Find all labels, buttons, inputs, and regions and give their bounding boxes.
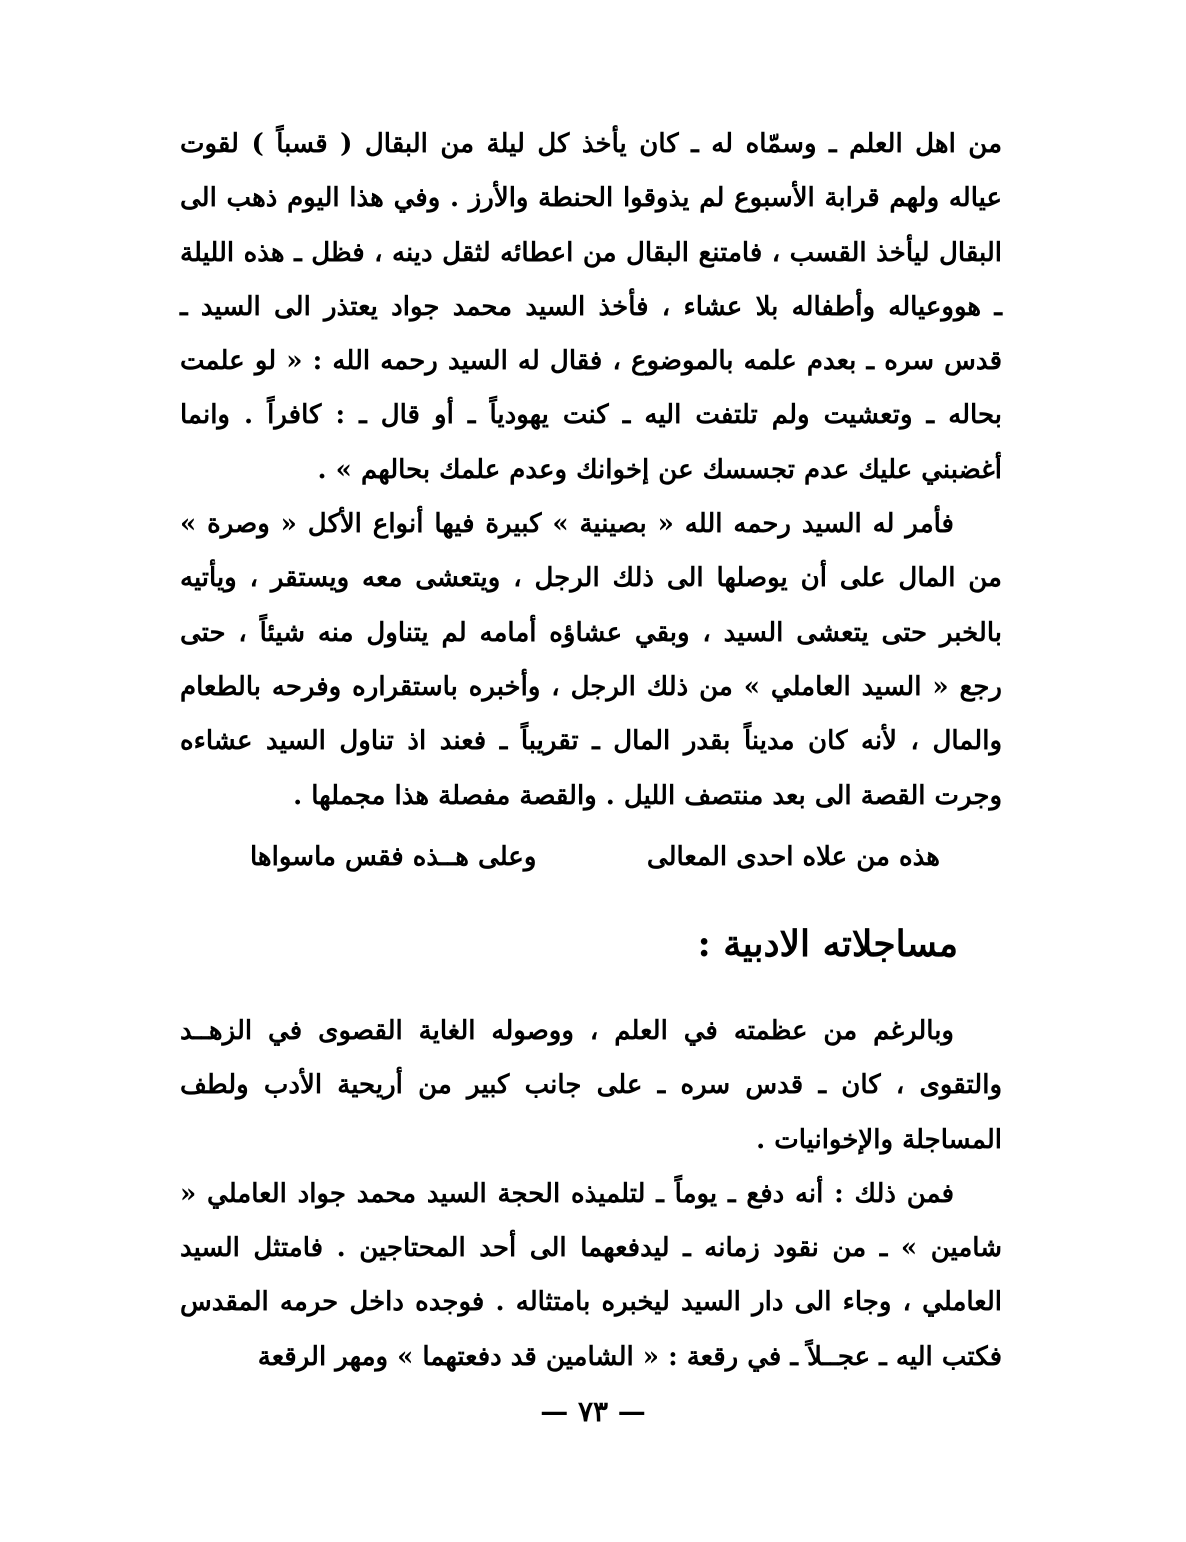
- paragraph-sayyid-order: فأمر له السيد رحمه الله « بصينية » كبيرة فيها أنواع الأكل « وصرة » من المال على أن يوصلها الى ذلك الرجل ، ويتعشى معه ويستقر ، ويأتيه بالخبر حتى يتعشى السيد ، وبقي عشاؤه أمامه لم يتناول منه شيئاً ، حتى رجع « السيد العاملي » من ذلك الرجل ، وأخبره باستقراره وفرحه بالطعام والمال ، لأنه كان مديناً بقدر المال ـ تقريباً ـ فعند اذ تناول السيد عشاءه وجرت القصة الى بعد منتصف الليل . والقصة مفصلة هذا مجملها .: [180, 509, 1002, 811]
- paragraph-literary-intro: وبالرغم من عظمته في العلم ، ووصوله الغاية القصوى في الزهــد والتقوى ، كان ـ قدس سره ـ على جانب كبير من أريحية الأدب ولطف المساجلة والإخوانيات .: [180, 1016, 1002, 1155]
- poetry-verse: [250, 830, 940, 884]
- page-number: — ٧٣ —: [540, 1395, 646, 1428]
- top-text-block: [180, 117, 1002, 823]
- bottom-text-block: [180, 1004, 1002, 1384]
- paragraph-story-continuation: من اهل العلم ـ وسمّاه له ـ كان يأخذ كل ليلة من البقال ( قسباً ) لقوت عياله ولهم قرابة الأسبوع لم يذوقوا الحنطة والأرز . وفي هذا اليوم ذهب الى البقال ليأخذ القسب ، فامتنع البقال من اعطائه لثقل دينه ، فظل ـ هذه الليلة ـ هووعياله وأطفاله بلا عشاء ، فأخذ السيد محمد جواد يعتذر الى السيد ـ قدس سره ـ بعدم علمه بالموضوع ، فقال له السيد رحمه الله : « لو علمت بحاله ـ وتعشيت ولم تلتفت اليه ـ كنت يهودياً ـ أو قال ـ : كافراً . وانما أغضبني عليك عدم تجسسك عن إخوانك وعدم علمك بحالهم » .: [180, 129, 1002, 485]
- paragraph-shamin-story: فمن ذلك : أنه دفع ـ يوماً ـ لتلميذه الحجة السيد محمد جواد العاملي « شامين » ـ من نقود زمانه ـ ليدفعهما الى أحد المحتاجين . فامتثل السيد العاملي ، وجاء الى دار السيد ليخبره بامتثاله . فوجده داخل حرمه المقدس فكتب اليه ـ عجــلاً ـ في رقعة : « الشامين قد دفعتهما » ومهر الرقعة: [180, 1178, 1002, 1372]
- verse-second-hemistich: وعلى هــذه فقس ماسواها: [250, 842, 537, 872]
- verse-first-hemistich: هذه من علاه احدى المعالى: [646, 842, 940, 872]
- section-heading: مساجلاته الادبية :: [697, 923, 958, 965]
